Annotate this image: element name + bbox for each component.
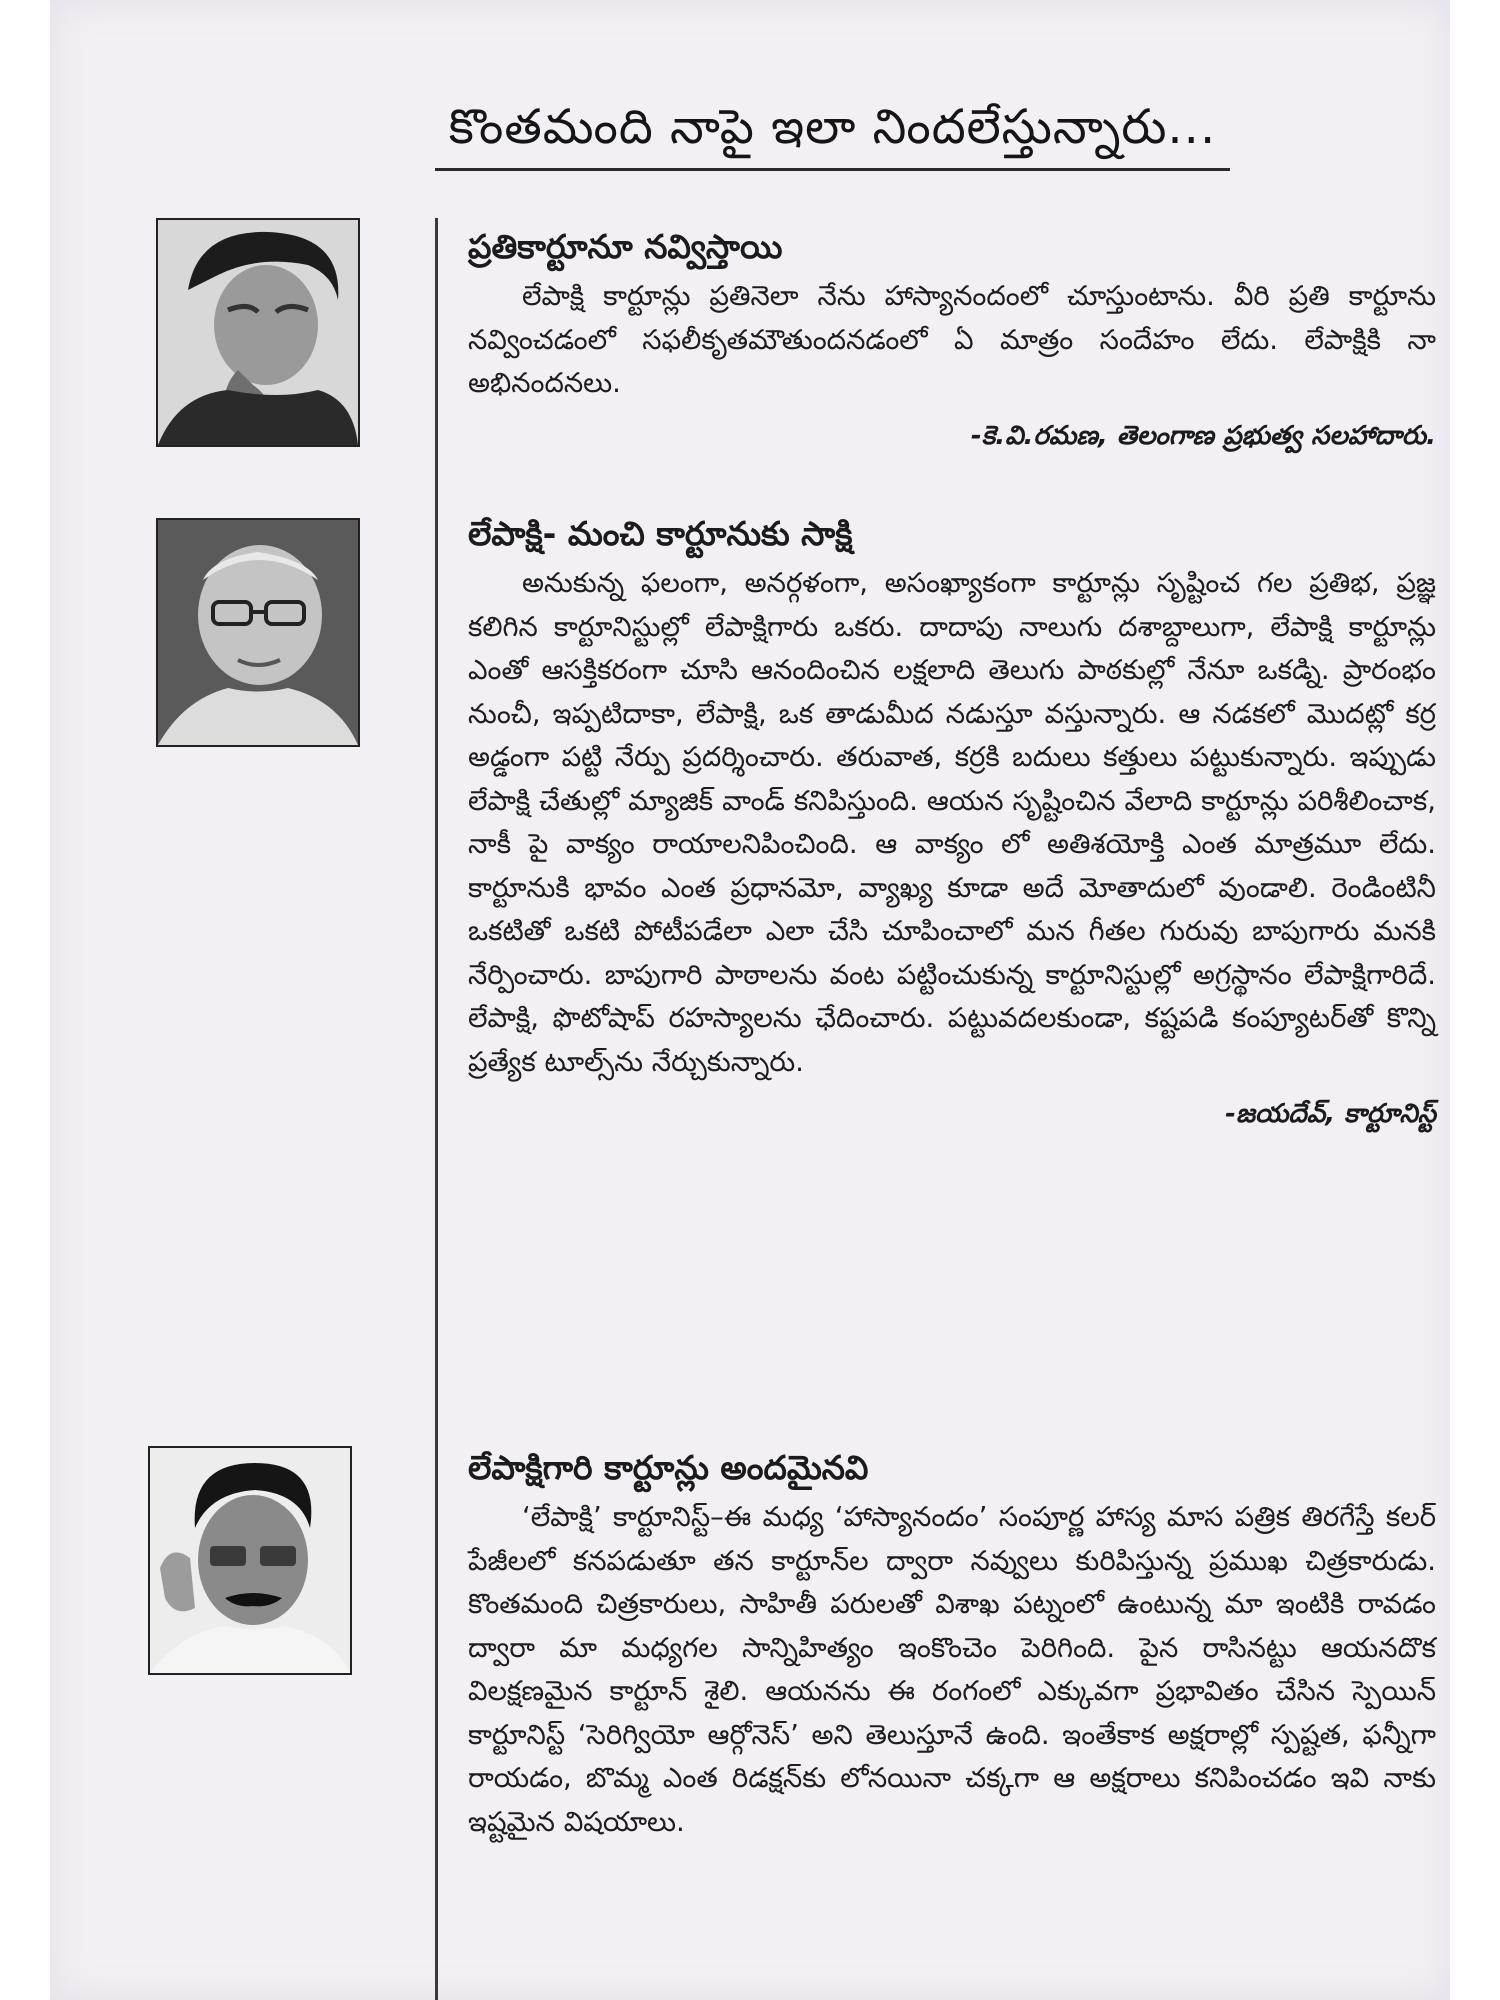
book-page	[50, 0, 1450, 2000]
testimonial-2-heading: లేపాక్షి- మంచి కార్టూనుకు సాక్షి	[468, 514, 853, 553]
testimonial-1	[468, 225, 1436, 458]
portrait-photo-2	[156, 518, 360, 747]
testimonial-3-body: ‘లేపాక్షి’ కార్టూనిస్ట్–ఈ మధ్య ‘హాస్యానందం’ సంపూర్ణ హాస్య మాస పత్రిక తిరగేస్తే కలర్ పేజీలలో కనపడుతూ తన కార్టూన్‌ల ద్వారా నవ్వులు కురిపిస్తున్న ప్రముఖ చిత్రకారుడు. కొంతమంది చిత్రకారులు, సాహితీ పరులతో విశాఖ పట్నంలో ఉంటున్న మా ఇంటికి రావడం ద్వారా మా మధ్యగల సాన్నిహిత్యం ఇంకొంచెం పెరిగింది. పైన రాసినట్టు ఆయనదొక విలక్షణమైన కార్టూన్ శైలి. ఆయనను ఈ రంగంలో ఎక్కువగా ప్రభావితం చేసిన స్పెయిన్ కార్టూనిస్ట్ ‘సెరిగ్వియో ఆర్గోనెస్’ అని తెలుస్తూనే ఉంది. ఇంతేకాక అక్షరాల్లో స్పష్టత, ఫన్నీగా రాయడం, బొమ్మ ఎంత రిడక్షన్‌కు లోనయినా చక్కగా ఆ అక్షరాలు కనిపించడం ఇవి నాకు ఇష్టమైన విషయాలు.	[468, 1501, 1436, 1838]
portrait-photo-1	[156, 218, 360, 447]
testimonial-2	[468, 512, 1436, 1136]
testimonial-2-credit: -జయదేవ్, కార్టూనిస్ట్	[1225, 1099, 1436, 1129]
portrait-photo-1-image	[158, 220, 358, 445]
page-title: కొంతమంది నాపై ఇలా నిందలేస్తున్నారు...	[448, 99, 1217, 155]
portrait-photo-2-image	[158, 520, 358, 745]
testimonial-3-heading: లేపాక్షిగారి కార్టూన్లు అందమైనవి	[468, 1448, 869, 1487]
testimonial-1-credit: -కె.వి.రమణ, తెలంగాణ ప్రభుత్వ సలహాదారు.	[970, 420, 1436, 451]
portrait-photo-3	[148, 1446, 352, 1675]
testimonial-3	[468, 1446, 1436, 1844]
testimonial-1-body: లేపాక్షి కార్టూన్లు ప్రతినెలా నేను హాస్యానందంలో చూస్తుంటాను. వీరి ప్రతి కార్టూను నవ్వించడంలో సఫలీకృతమౌతుందనడంలో ఏ మాత్రం సందేహం లేదు. లేపాక్షికి నా అభినందనలు.	[468, 280, 1436, 399]
testimonial-2-body: అనుకున్న ఫలంగా, అనర్గళంగా, అసంఖ్యాకంగా కార్టూన్లు సృష్టించ గల ప్రతిభ, ప్రజ్ఞ కలిగిన కార్టూనిస్టుల్లో లేపాక్షిగారు ఒకరు. దాదాపు నాలుగు దశాబ్దాలుగా, లేపాక్షి కార్టూన్లు ఎంతో ఆసక్తికరంగా చూసి ఆనందించిన లక్షలాది తెలుగు పాఠకుల్లో నేనూ ఒకడ్ని. ప్రారంభం నుంచీ, ఇప్పటిదాకా, లేపాక్షి, ఒక తాడుమీద నడుస్తూ వస్తున్నారు. ఆ నడకలో మొదట్లో కర్ర అడ్డంగా పట్టి నేర్పు ప్రదర్శించారు. తరువాత, కర్రకి బదులు కత్తులు పట్టుకున్నారు. ఇప్పుడు లేపాక్షి చేతుల్లో మ్యాజిక్ వాండ్ కనిపిస్తుంది. ఆయన సృష్టించిన వేలాది కార్టూన్లు పరిశీలించాక, నాకీ పై వాక్యం రాయాలనిపించింది. ఆ వాక్యం లో అతిశయోక్తి ఎంత మాత్రమూ లేదు. కార్టూనుకి భావం ఎంత ప్రధానమో, వ్యాఖ్య కూడా అదే మోతాదులో వుండాలి. రెండింటినీ ఒకటితో ఒకటి పోటీపడేలా ఎలా చేసి చూపించాలో మన గీతల గురువు బాపుగారు మనకి నేర్పించారు. బాపుగారి పాఠాలను వంట పట్టించుకున్న కార్టూనిస్టుల్లో అగ్రస్థానం లేపాక్షిగారిదే. లేపాక్షి, ఫొటోషాప్ రహస్యాలను ఛేదించారు. పట్టువదలకుండా, కష్టపడి కంప్యూటర్‌తో కొన్ని ప్రత్యేక టూల్స్‌ను నేర్చుకున్నారు.	[468, 567, 1436, 1078]
testimonial-1-heading: ప్రతికార్టూనూ నవ్విస్తాయి	[468, 227, 783, 266]
column-divider	[435, 218, 438, 2000]
portrait-photo-3-image	[150, 1448, 350, 1673]
title-underline	[435, 168, 1230, 171]
